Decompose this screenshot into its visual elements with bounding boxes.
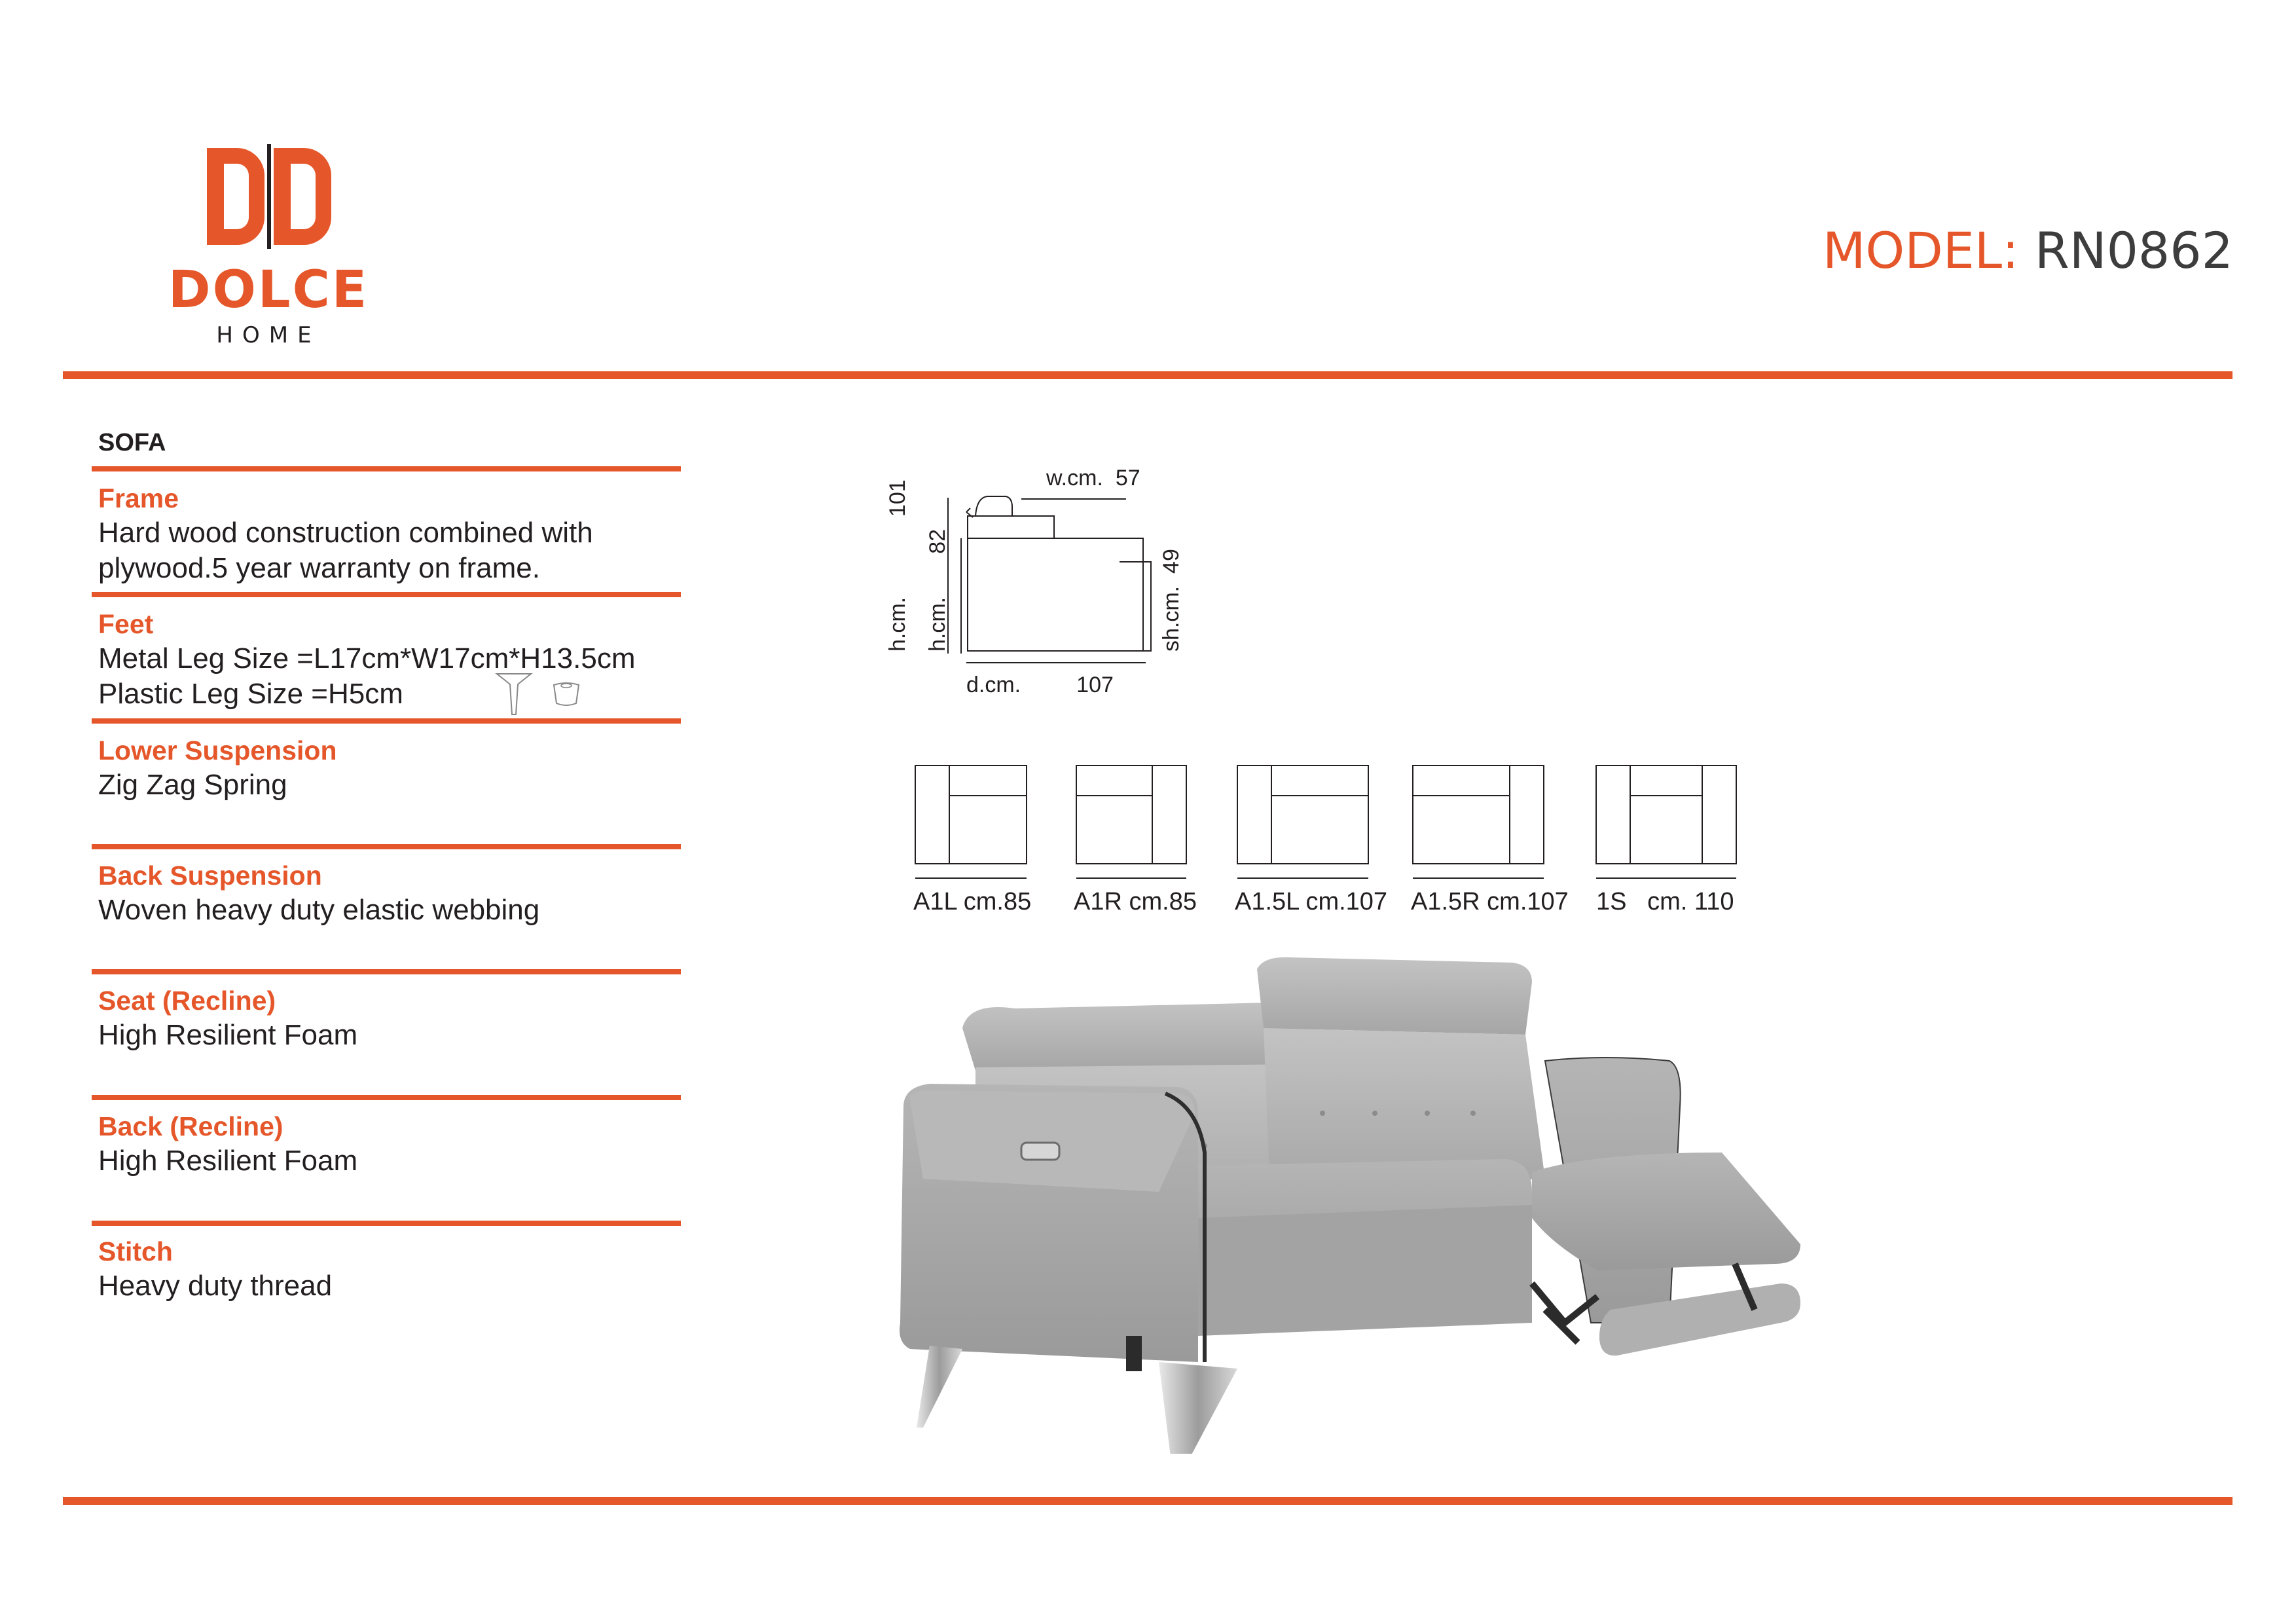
spec-divider [92, 592, 681, 597]
spec-text: Plastic Leg Size =H5cm [98, 678, 403, 710]
spec-text: Metal Leg Size =L17cm*W17cm*H13.5cm [98, 642, 636, 674]
spec-text: Heavy duty thread [98, 1270, 333, 1302]
plastic-leg-icon [551, 681, 581, 709]
dd-monogram-icon [204, 144, 335, 249]
dim-label: h.cm. [925, 597, 950, 652]
spec-text: Woven heavy duty elastic webbing [98, 894, 540, 926]
dim-value: 49 [1159, 549, 1184, 574]
spec-heading: Seat (Recline) [98, 986, 276, 1016]
spec-heading: Frame [98, 483, 179, 513]
spec-lower-suspension [98, 733, 681, 803]
dim-value: 107 [1076, 673, 1114, 697]
spec-frame [98, 481, 681, 586]
footer-divider [63, 1497, 2232, 1505]
brand-name: DOLCE [168, 261, 369, 320]
seat-height-label [1159, 549, 1184, 652]
module-label: A1R cm.85 [1074, 888, 1197, 915]
dim-value: 57 [1115, 466, 1140, 490]
spec-feet [98, 607, 681, 712]
model-label: MODEL: [1822, 221, 2019, 280]
metal-leg-icon [494, 671, 534, 717]
dim-label: h.cm. [885, 597, 910, 652]
spec-heading: Stitch [98, 1236, 173, 1266]
spec-back-suspension [98, 858, 681, 928]
dim-label: sh.cm. [1159, 585, 1184, 652]
spec-divider [92, 718, 681, 724]
dim-label: w.cm. [1046, 466, 1103, 490]
spec-text: High Resilient Foam [98, 1019, 358, 1051]
spec-divider [92, 466, 681, 471]
spec-seat [98, 984, 681, 1053]
module-label: A1.5L cm.107 [1235, 888, 1388, 915]
side-profile-diagram [943, 485, 1152, 668]
height-back-label [925, 529, 951, 652]
dim-label: d.cm. [966, 673, 1021, 697]
spec-heading: Back Suspension [98, 860, 322, 891]
header-divider [63, 371, 2232, 379]
spec-text: High Resilient Foam [98, 1145, 358, 1177]
module-label: 1S cm. 110 [1596, 888, 1734, 915]
spec-divider [92, 969, 681, 974]
width-label [1046, 466, 1140, 491]
depth-label [966, 673, 1114, 698]
spec-stitch [98, 1234, 681, 1304]
model-number: RN0862 [2034, 221, 2233, 280]
brand-subtitle: HOME [216, 322, 321, 348]
spec-back [98, 1109, 681, 1179]
spec-heading: Lower Suspension [98, 735, 337, 766]
module-diagrams [910, 763, 1755, 887]
spec-text: Zig Zag Spring [98, 769, 287, 801]
dim-value: 82 [925, 528, 950, 554]
spec-title: SOFA [98, 429, 166, 456]
module-label: A1.5R cm.107 [1411, 888, 1569, 915]
dim-value: 101 [885, 479, 910, 517]
model-title [1823, 221, 2233, 280]
height-total-label [885, 479, 911, 652]
spec-text: plywood.5 year warranty on frame. [98, 552, 540, 584]
spec-divider [92, 844, 681, 849]
brand-logo [144, 144, 393, 354]
spec-heading: Feet [98, 609, 154, 639]
spec-divider [92, 1095, 681, 1100]
spec-text: Hard wood construction combined with [98, 517, 593, 549]
spec-heading: Back (Recline) [98, 1111, 283, 1141]
spec-divider [92, 1221, 681, 1226]
module-label: A1L cm.85 [913, 888, 1032, 915]
sofa-photo [884, 956, 1813, 1454]
